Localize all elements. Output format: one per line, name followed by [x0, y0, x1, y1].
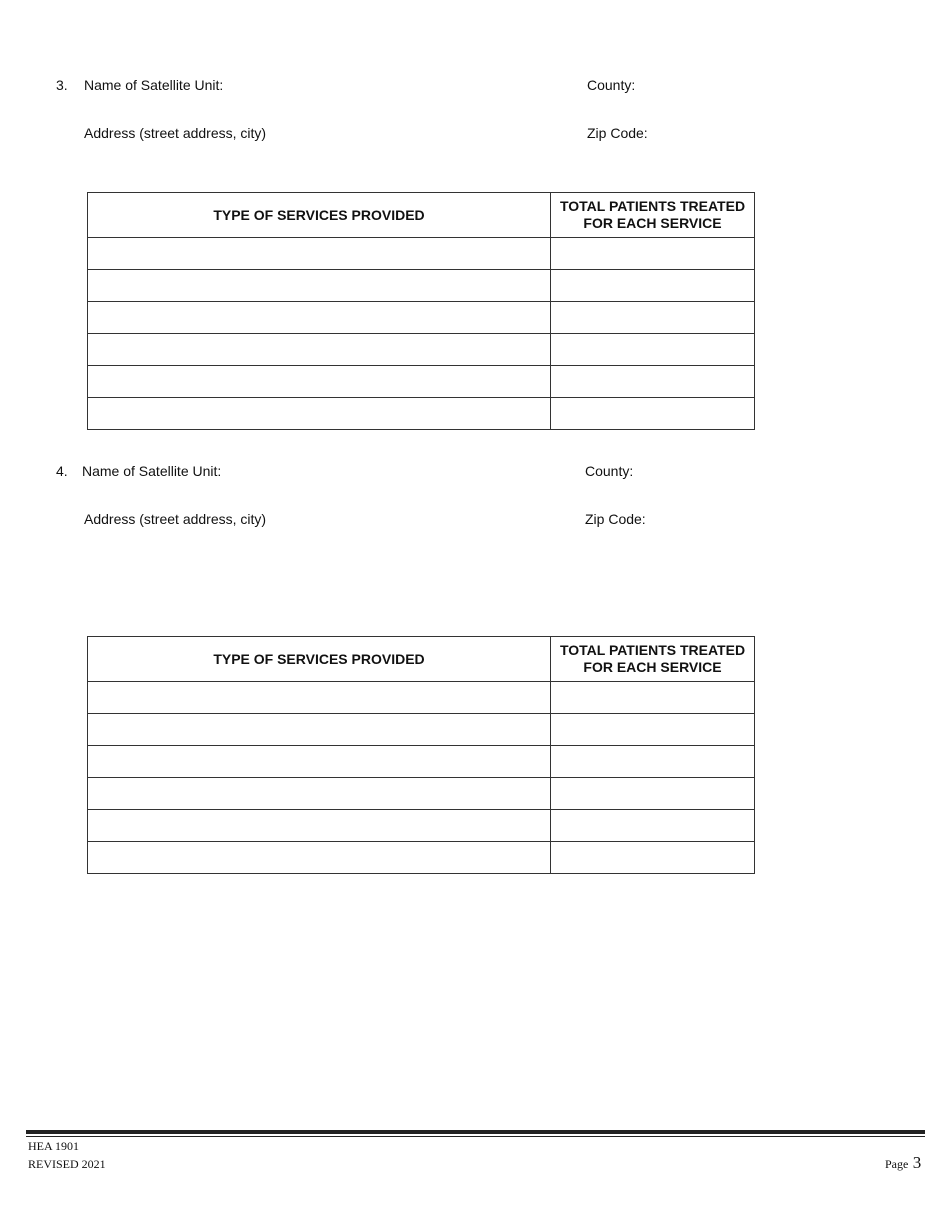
patients-cell[interactable] — [551, 270, 755, 302]
section-3-zip-label: Zip Code: — [587, 125, 648, 141]
table-row — [88, 238, 755, 270]
footer-page — [885, 1153, 921, 1173]
section-3-address-label: Address (street address, city) — [84, 125, 267, 141]
section-4-services-table — [87, 636, 755, 874]
section-3-name-label: Name of Satellite Unit: — [84, 77, 224, 93]
section-4-county-label: County: — [585, 463, 634, 479]
patients-cell[interactable] — [551, 714, 755, 746]
footer-page-label: Page — [885, 1157, 909, 1171]
section-4-name-label: Name of Satellite Unit: — [82, 463, 222, 479]
service-cell[interactable] — [88, 746, 551, 778]
service-cell[interactable] — [88, 842, 551, 874]
patients-cell[interactable] — [551, 778, 755, 810]
patients-cell[interactable] — [551, 302, 755, 334]
footer-revised: REVISED 2021 — [28, 1157, 106, 1171]
services-column-header: TYPE OF SERVICES PROVIDED — [88, 637, 551, 682]
patients-cell[interactable] — [551, 810, 755, 842]
service-cell[interactable] — [88, 714, 551, 746]
table-row — [88, 682, 755, 714]
patients-column-header — [551, 637, 755, 682]
patients-header-line1: TOTAL PATIENTS TREATED — [559, 198, 746, 214]
table-row — [88, 746, 755, 778]
service-cell[interactable] — [88, 270, 551, 302]
section-3-services-table — [87, 192, 755, 430]
table-row — [88, 714, 755, 746]
patients-header-line2: FOR EACH SERVICE — [583, 215, 722, 231]
service-cell[interactable] — [88, 302, 551, 334]
patients-cell[interactable] — [551, 238, 755, 270]
service-cell[interactable] — [88, 778, 551, 810]
patients-cell[interactable] — [551, 842, 755, 874]
service-cell[interactable] — [88, 334, 551, 366]
footer-rule-thick — [26, 1130, 925, 1134]
service-cell[interactable] — [88, 682, 551, 714]
section-3-number: 3. — [56, 77, 68, 93]
table-row — [88, 366, 755, 398]
footer-form-code: HEA 1901 — [28, 1139, 79, 1153]
table-row — [88, 398, 755, 430]
service-cell[interactable] — [88, 238, 551, 270]
patients-cell[interactable] — [551, 398, 755, 430]
section-3-county-label: County: — [587, 77, 636, 93]
section-4-number: 4. — [56, 463, 68, 479]
service-cell[interactable] — [88, 366, 551, 398]
patients-column-header — [551, 193, 755, 238]
table-row — [88, 810, 755, 842]
table-row — [88, 778, 755, 810]
service-cell[interactable] — [88, 398, 551, 430]
patients-cell[interactable] — [551, 366, 755, 398]
patients-cell[interactable] — [551, 746, 755, 778]
patients-cell[interactable] — [551, 682, 755, 714]
section-4-address-label: Address (street address, city) — [84, 511, 267, 527]
footer-page-number: 3 — [912, 1153, 922, 1172]
service-cell[interactable] — [88, 810, 551, 842]
patients-header-line1: TOTAL PATIENTS TREATED — [559, 642, 746, 658]
patients-cell[interactable] — [551, 334, 755, 366]
table-row — [88, 270, 755, 302]
patients-header-line2: FOR EACH SERVICE — [583, 659, 722, 675]
table-row — [88, 842, 755, 874]
table-row — [88, 334, 755, 366]
section-4-zip-label: Zip Code: — [585, 511, 646, 527]
services-column-header: TYPE OF SERVICES PROVIDED — [88, 193, 551, 238]
table-row — [88, 302, 755, 334]
footer-rule-thin — [26, 1136, 925, 1137]
